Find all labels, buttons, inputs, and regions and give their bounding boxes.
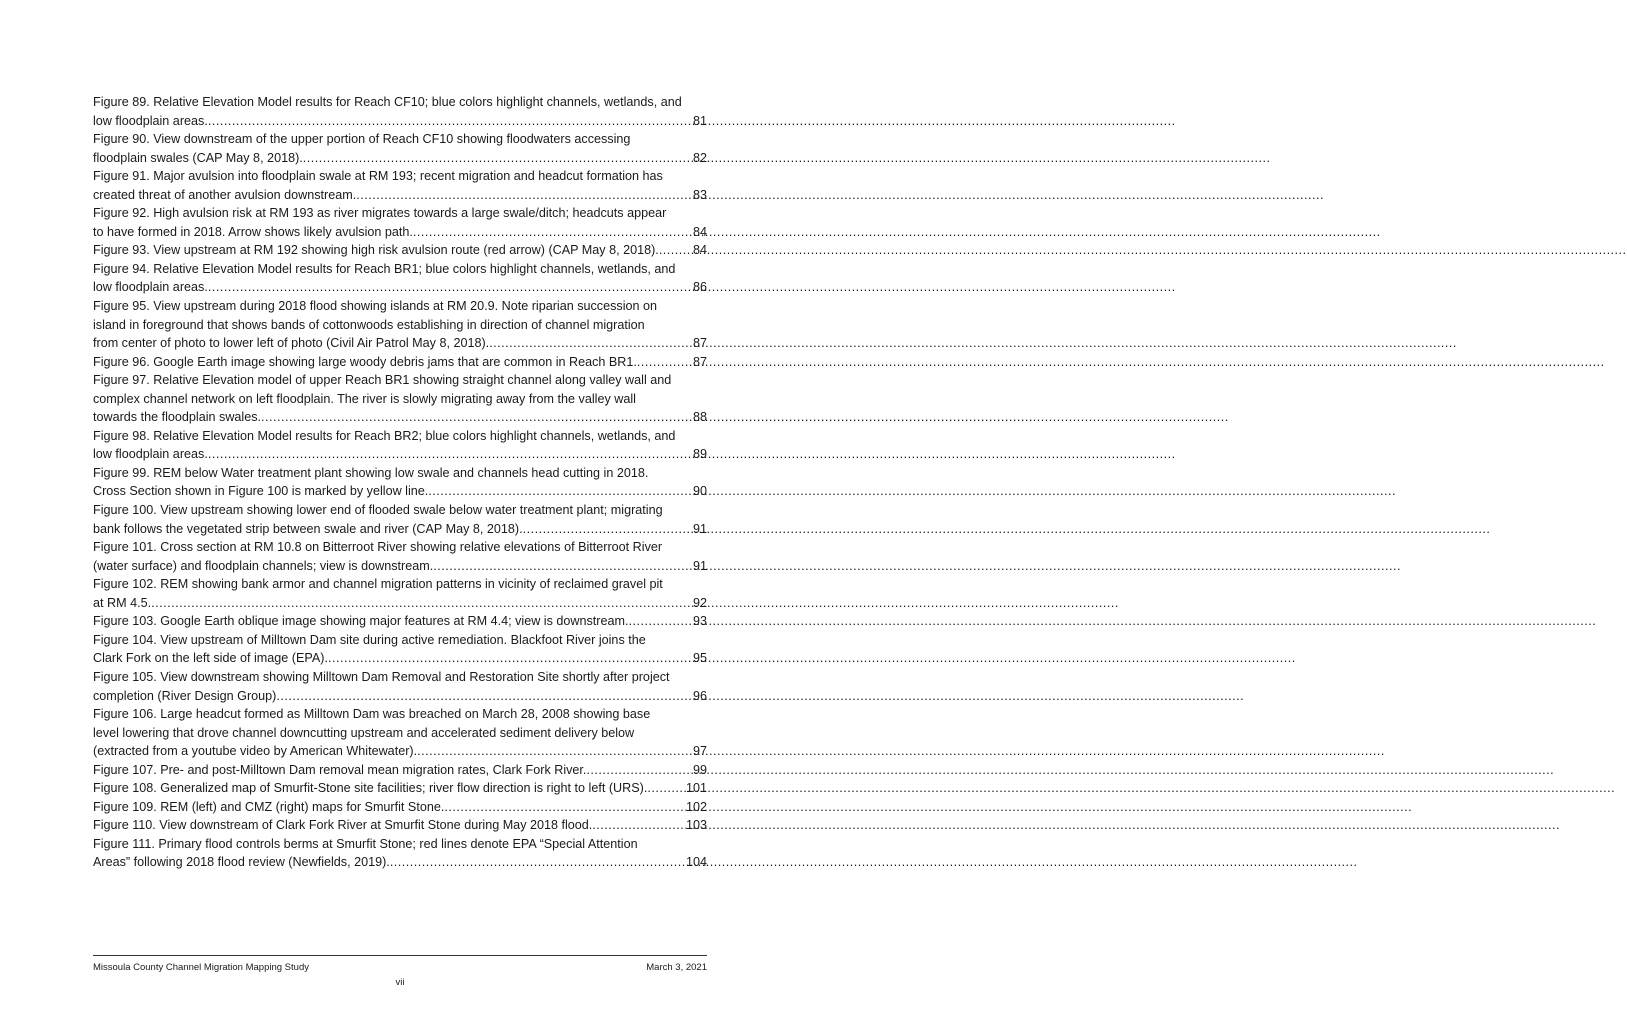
toc-entry-text: from center of photo to lower left of photo (Civil Air Patrol May 8, 2018). [93, 336, 490, 351]
toc-entry-text: Figure 105. View downstream showing Milltown Dam Removal and Restoration Site shortly after project [93, 669, 670, 684]
dot-leader [428, 482, 692, 501]
toc-entry[interactable] [93, 204, 707, 241]
toc-entry-text: Figure 94. Relative Elevation Model results for Reach BR1; blue colors highlight channels, wetlands, and [93, 261, 676, 276]
toc-entry-text: Areas” following 2018 flood review (Newfields, 2019). [93, 855, 390, 870]
toc-page-number: 93 [692, 614, 707, 629]
toc-entry[interactable] [93, 835, 707, 872]
toc-entry-last-line [93, 594, 707, 613]
dot-leader [356, 186, 692, 205]
toc-page-number: 90 [692, 484, 707, 499]
toc-entry-last-line [93, 149, 707, 168]
toc-entry-text: Figure 99. REM below Water treatment plant showing low swale and channels head cutting in 2018. [93, 465, 649, 480]
dot-leader [390, 853, 685, 872]
toc-entry[interactable] [93, 761, 707, 780]
toc-entry[interactable] [93, 668, 707, 705]
toc-entry-last-line [93, 408, 707, 427]
toc-entry-last-line [93, 112, 707, 131]
list-of-figures [93, 93, 707, 872]
toc-entry[interactable] [93, 241, 707, 260]
dot-leader [489, 334, 692, 353]
dot-leader [208, 445, 692, 464]
toc-page-number: 86 [692, 280, 707, 295]
toc-entry[interactable] [93, 167, 707, 204]
toc-entry[interactable] [93, 371, 707, 427]
toc-entry[interactable] [93, 464, 707, 501]
toc-page-number: 82 [692, 150, 707, 165]
dot-leader [208, 278, 692, 297]
toc-entry[interactable] [93, 353, 707, 372]
toc-entry-last-line [93, 278, 707, 297]
toc-entry[interactable] [93, 705, 707, 761]
page-number: vii [395, 977, 405, 988]
toc-page-number: 103 [685, 818, 707, 833]
toc-entry-last-line [93, 186, 707, 205]
toc-entry-last-line [93, 816, 707, 835]
toc-entry[interactable] [93, 297, 707, 353]
toc-entry-text: Figure 93. View upstream at RM 192 showing high risk avulsion route (red arrow) (CAP May 8, 2018). [93, 243, 659, 258]
toc-entry-text: level lowering that drove channel downcutting upstream and accelerated sediment delivery below [93, 725, 635, 740]
toc-entry[interactable] [93, 427, 707, 464]
toc-page-number: 88 [692, 410, 707, 425]
toc-page-number: 101 [685, 781, 707, 796]
dot-leader [647, 779, 685, 798]
toc-entry-last-line [93, 520, 707, 539]
dot-leader [586, 761, 692, 780]
toc-entry-text: Figure 104. View upstream of Milltown Dam site during active remediation. Blackfoot River joins the [93, 632, 646, 647]
toc-entry-text: floodplain swales (CAP May 8, 2018). [93, 150, 303, 165]
toc-entry[interactable] [93, 779, 707, 798]
toc-entry-text: Figure 102. REM showing bank armor and channel migration patterns in vicinity of reclaimed gravel pit [93, 577, 663, 592]
toc-entry-text: island in foreground that shows bands of cottonwoods establishing in direction of channel migration [93, 317, 645, 332]
dot-leader [433, 557, 692, 576]
dot-leader [413, 223, 692, 242]
toc-entry-text: bank follows the vegetated strip between swale and river (CAP May 8, 2018). [93, 521, 523, 536]
dot-leader [208, 112, 692, 131]
toc-entry-text: low floodplain areas. [93, 280, 208, 295]
toc-entry-last-line [93, 445, 707, 464]
toc-entry-last-line [93, 241, 707, 260]
toc-entry-text: complex channel network on left floodplain. The river is slowly migrating away from the valley wall [93, 391, 636, 406]
toc-entry-text: to have formed in 2018. Arrow shows likely avulsion path. [93, 224, 413, 239]
dot-leader [303, 149, 692, 168]
toc-page-number: 87 [692, 354, 707, 369]
toc-page-number: 95 [692, 651, 707, 666]
toc-entry[interactable] [93, 501, 707, 538]
toc-page-number: 99 [692, 762, 707, 777]
toc-entry-text: at RM 4.5. [93, 595, 152, 610]
toc-entry-last-line [93, 853, 707, 872]
dot-leader [151, 594, 692, 613]
toc-entry-text: Figure 106. Large headcut formed as Milltown Dam was breached on March 28, 2008 showing base [93, 707, 651, 722]
dot-leader [328, 649, 692, 668]
toc-entry-text: Figure 98. Relative Elevation Model results for Reach BR2; blue colors highlight channels, wetlands, and [93, 428, 676, 443]
toc-entry-text: (water surface) and floodplain channels; view is downstream. [93, 558, 434, 573]
toc-entry-last-line [93, 557, 707, 576]
toc-entry-last-line [93, 687, 707, 706]
dot-leader [659, 241, 692, 260]
toc-page-number: 91 [692, 558, 707, 573]
dot-leader [592, 816, 685, 835]
toc-entry-text: Figure 91. Major avulsion into floodplain swale at RM 193; recent migration and headcut formation has [93, 169, 663, 184]
toc-entry-text: Figure 107. Pre- and post-Milltown Dam removal mean migration rates, Clark Fork River. [93, 762, 587, 777]
toc-entry-last-line [93, 649, 707, 668]
toc-page-number: 97 [692, 744, 707, 759]
dot-leader [276, 687, 692, 706]
toc-entry-text: Figure 103. Google Earth oblique image showing major features at RM 4.4; view is downstream. [93, 614, 629, 629]
dot-leader [629, 612, 692, 631]
toc-entry-text: Figure 95. View upstream during 2018 flood showing islands at RM 20.9. Note riparian succession on [93, 299, 658, 314]
toc-entry-text: (extracted from a youtube video by American Whitewater). [93, 744, 418, 759]
toc-entry[interactable] [93, 575, 707, 612]
toc-page-number: 104 [685, 855, 707, 870]
toc-entry-text: Figure 90. View downstream of the upper portion of Reach CF10 showing floodwaters accessing [93, 132, 631, 147]
toc-page-number: 87 [692, 336, 707, 351]
toc-page-number: 84 [692, 224, 707, 239]
toc-entry-last-line [93, 761, 707, 780]
toc-entry[interactable] [93, 816, 707, 835]
toc-entry[interactable] [93, 612, 707, 631]
toc-page-number: 84 [692, 243, 707, 258]
toc-entry-text: towards the floodplain swales. [93, 410, 262, 425]
toc-page-number: 91 [692, 521, 707, 536]
toc-entry-last-line [93, 334, 707, 353]
toc-entry-last-line [93, 612, 707, 631]
toc-entry-text: Cross Section shown in Figure 100 is marked by yellow line. [93, 484, 429, 499]
toc-entry-last-line [93, 353, 707, 372]
toc-entry-text: Clark Fork on the left side of image (EPA). [93, 651, 328, 666]
dot-leader [444, 798, 685, 817]
toc-entry-text: Figure 89. Relative Elevation Model results for Reach CF10; blue colors highlight channels, wetlands, and [93, 95, 682, 109]
toc-page-number: 81 [692, 113, 707, 128]
toc-entry-last-line [93, 798, 707, 817]
toc-entry[interactable] [93, 260, 707, 297]
toc-page-number: 83 [692, 187, 707, 202]
toc-entry-text: completion (River Design Group) [93, 688, 277, 703]
toc-entry[interactable] [93, 538, 707, 575]
toc-entry-last-line [93, 482, 707, 501]
toc-entry[interactable] [93, 93, 707, 130]
toc-entry-text: low floodplain areas. [93, 447, 208, 462]
toc-entry-text: Figure 92. High avulsion risk at RM 193 as river migrates towards a large swale/ditch; headcuts appear [93, 206, 667, 221]
footer-divider [93, 955, 707, 956]
toc-entry-text: Figure 97. Relative Elevation model of upper Reach BR1 showing straight channel along valley wall and [93, 373, 672, 388]
footer-date: March 3, 2021 [646, 962, 707, 973]
toc-page-number: 102 [685, 799, 707, 814]
toc-entry-last-line [93, 223, 707, 242]
toc-entry-text: Figure 109. REM (left) and CMZ (right) maps for Smurfit Stone. [93, 799, 445, 814]
toc-entry-text: Figure 96. Google Earth image showing large woody debris jams that are common in Reach BR1. [93, 354, 637, 369]
toc-entry[interactable] [93, 631, 707, 668]
dot-leader [637, 353, 692, 372]
toc-entry[interactable] [93, 130, 707, 167]
toc-page-number: 96 [692, 688, 707, 703]
toc-entry-last-line [93, 779, 707, 798]
toc-entry-last-line [93, 742, 707, 761]
toc-entry-text: Figure 108. Generalized map of Smurfit-Stone site facilities; river flow direction is right to left (URS). [93, 781, 648, 796]
toc-page-number: 92 [692, 595, 707, 610]
footer-document-title: Missoula County Channel Migration Mapping Study [93, 962, 309, 973]
toc-entry-text: Figure 110. View downstream of Clark Fork River at Smurfit Stone during May 2018 flood. [93, 818, 593, 833]
toc-entry[interactable] [93, 798, 707, 817]
toc-entry-text: created threat of another avulsion downstream. [93, 187, 357, 202]
toc-entry-text: Figure 111. Primary flood controls berms at Smurfit Stone; red lines denote EPA “Special Attention [93, 836, 638, 851]
dot-leader [523, 520, 692, 539]
toc-entry-text: low floodplain areas. [93, 113, 208, 128]
dot-leader [417, 742, 692, 761]
toc-page-number: 89 [692, 447, 707, 462]
dot-leader [261, 408, 692, 427]
toc-entry-text: Figure 101. Cross section at RM 10.8 on Bitterroot River showing relative elevations of Bitterroot River [93, 540, 663, 555]
toc-entry-text: Figure 100. View upstream showing lower end of flooded swale below water treatment plant; migrating [93, 503, 663, 518]
